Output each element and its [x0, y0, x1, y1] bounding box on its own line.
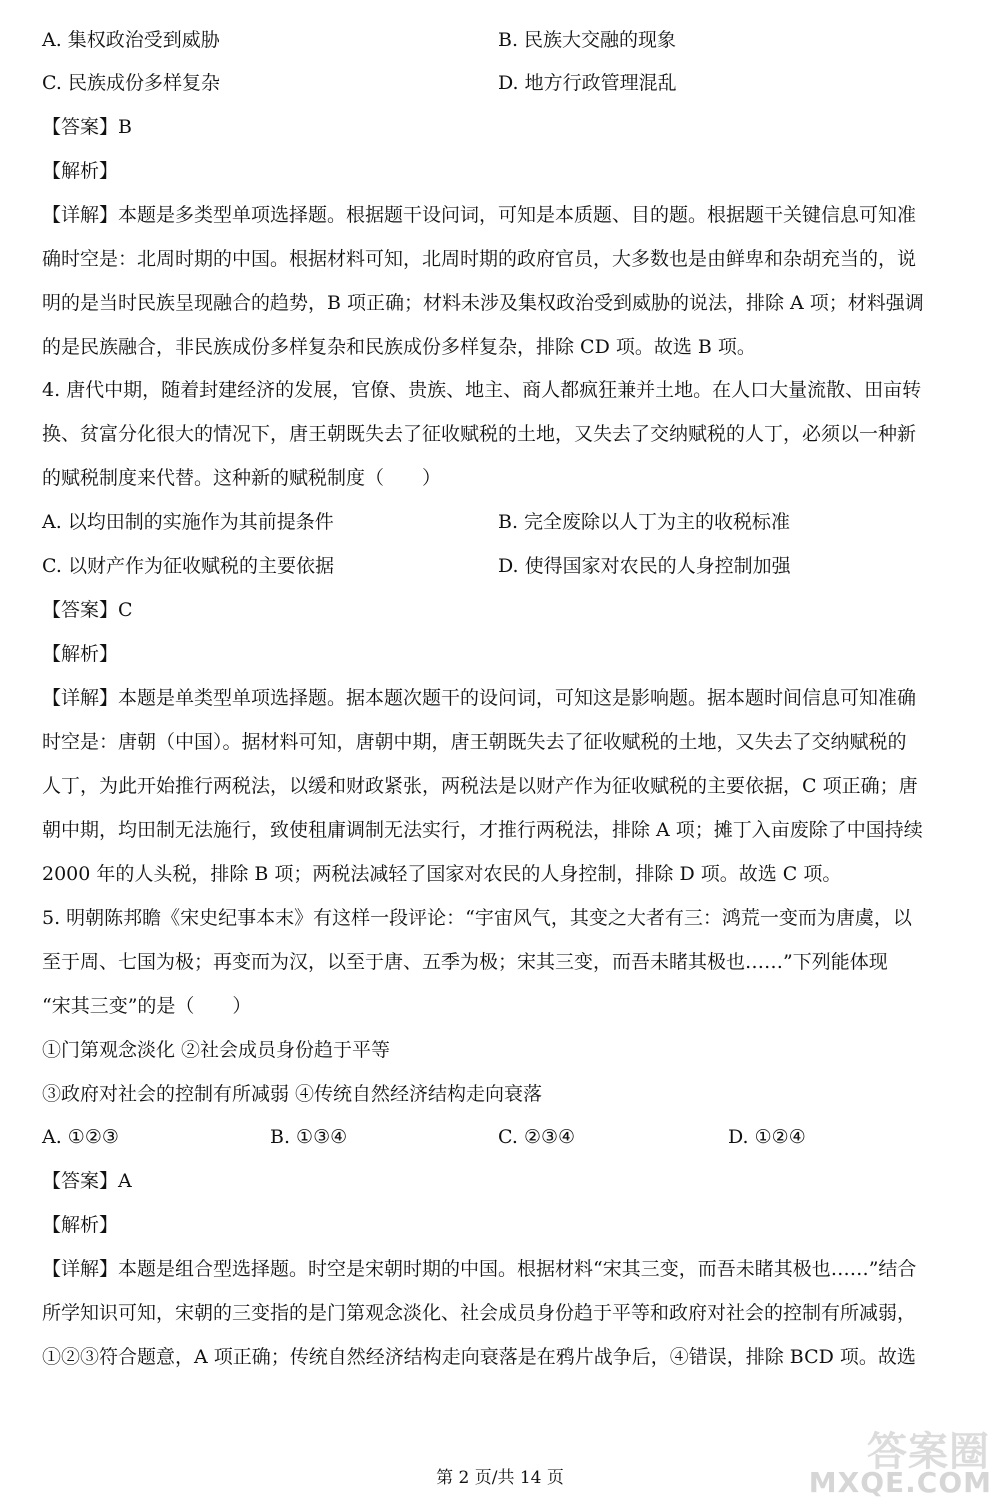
q3-answer: 【答案】B	[42, 116, 132, 138]
q5-option-a: A. ①②③	[42, 1126, 119, 1148]
q4-stem-line: 4. 唐代中期，随着封建经济的发展，官僚、贵族、地主、商人都疯狂兼并土地。在人口大量流散、田亩转	[42, 379, 922, 401]
q4-option-a: A. 以均田制的实施作为其前提条件	[42, 511, 334, 533]
q4-option-c: C. 以财产作为征收赋税的主要依据	[42, 555, 334, 577]
q5-statement-line: ①门第观念淡化 ②社会成员身份趋于平等	[42, 1039, 391, 1061]
q4-answer: 【答案】C	[42, 599, 133, 621]
q5-stem-line: 5. 明朝陈邦瞻《宋史纪事本末》有这样一段评论：“宇宙风气，其变之大者有三：鸿荒一变而为唐虞，以	[42, 907, 912, 929]
q4-detail-line: 2000 年的人头税，排除 B 项；两税法减轻了国家对农民的人身控制，排除 D 项。故选 C 项。	[42, 863, 842, 885]
q5-analysis-label: 【解析】	[42, 1214, 119, 1236]
q4-analysis-label: 【解析】	[42, 643, 119, 665]
q3-option-a: A. 集权政治受到威胁	[42, 29, 220, 51]
q5-option-d: D. ①②④	[728, 1126, 806, 1148]
q5-detail-line: ①②③符合题意，A 项正确；传统自然经济结构走向衰落是在鸦片战争后，④错误，排除 BCD 项。故选	[42, 1346, 916, 1368]
q4-detail-line: 时空是：唐朝（中国）。据材料可知，唐朝中期，唐王朝既失去了征收赋税的土地，又失去了交纳赋税的	[42, 731, 907, 753]
q3-detail-line: 【详解】本题是多类型单项选择题。根据题干设问词，可知是本质题、目的题。根据题干关键信息可知准	[42, 204, 917, 226]
q4-stem-line: 换、贫富分化很大的情况下，唐王朝既失去了征收赋税的土地，又失去了交纳赋税的人丁，必须以一种新	[42, 423, 917, 445]
q5-detail-line: 【详解】本题是组合型选择题。时空是宋朝时期的中国。根据材料“宋其三变，而吾未睹其极也……”结合	[42, 1258, 917, 1280]
q4-stem-line: 的赋税制度来代替。这种新的赋税制度（ ）	[42, 467, 442, 489]
q5-stem-line: 至于周、七国为极；再变而为汉，以至于唐、五季为极；宋其三变，而吾未睹其极也……”下列能体现	[42, 951, 888, 973]
page-number: 第 2 页/共 14 页	[436, 1468, 564, 1488]
q4-detail-line: 【详解】本题是单类型单项选择题。据本题次题干的设问词，可知这是影响题。据本题时间信息可知准确	[42, 687, 917, 709]
q4-detail-line: 朝中期，均田制无法施行，致使租庸调制无法实行，才推行两税法，排除 A 项；摊丁入亩废除了中国持续	[42, 819, 923, 841]
q5-option-c: C. ②③④	[498, 1126, 576, 1148]
q5-detail-line: 所学知识可知，宋朝的三变指的是门第观念淡化、社会成员身份趋于平等和政府对社会的控制有所减弱，	[42, 1302, 917, 1324]
q5-option-b: B. ①③④	[270, 1126, 348, 1148]
q3-option-b: B. 民族大交融的现象	[498, 29, 677, 51]
watermark-url: MXQE.COM	[808, 1466, 992, 1499]
q3-detail-line: 确时空是：北周时期的中国。根据材料可知，北周时期的政府官员，大多数也是由鲜卑和杂胡充当的，说	[42, 248, 917, 270]
q5-answer: 【答案】A	[42, 1170, 132, 1192]
q4-option-b: B. 完全废除以人丁为主的收税标准	[498, 511, 791, 533]
q3-analysis-label: 【解析】	[42, 160, 119, 182]
q5-statement-line: ③政府对社会的控制有所减弱 ④传统自然经济结构走向衰落	[42, 1083, 543, 1105]
q3-detail-line: 的是民族融合，非民族成份多样复杂和民族成份多样复杂，排除 CD 项。故选 B 项。	[42, 336, 756, 358]
watermark-title: 答案圈	[867, 1429, 990, 1475]
q5-stem-line: “宋其三变”的是（ ）	[42, 995, 252, 1017]
q3-detail-line: 明的是当时民族呈现融合的趋势，B 项正确；材料未涉及集权政治受到威胁的说法，排除 A 项；材料强调	[42, 292, 924, 314]
q3-option-c: C. 民族成份多样复杂	[42, 72, 220, 94]
q3-option-d: D. 地方行政管理混乱	[498, 72, 677, 94]
q4-option-d: D. 使得国家对农民的人身控制加强	[498, 555, 791, 577]
watermark-logo	[808, 1420, 996, 1508]
q4-detail-line: 人丁，为此开始推行两税法，以缓和财政紧张，两税法是以财产作为征收赋税的主要依据，C 项正确；唐	[42, 775, 918, 797]
